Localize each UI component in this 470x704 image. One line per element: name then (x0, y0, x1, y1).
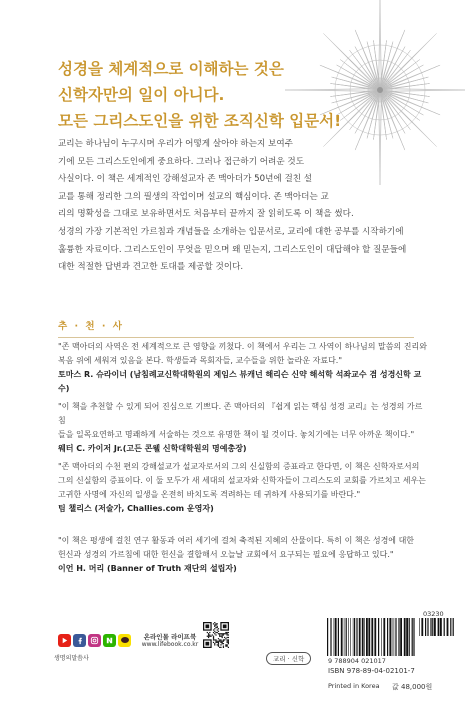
facebook-icon[interactable] (73, 634, 86, 647)
description-line: 훌륭한 자료이다. 그리스도인이 무엇을 믿으며 왜 믿는지, 그리스도인이 대답해야 할 질문들에 (58, 244, 407, 255)
description-line: 교리는 하나님이 누구시며 우리가 어떻게 살아야 하는지 보여주 (58, 139, 293, 149)
social-icons (58, 634, 131, 647)
review-line: 그의 신실함의 증표이다. 이 둘 모두가 새 세대의 설교자와 신학자들이 그리스도의 교회를 가르치고 세우는 (58, 476, 426, 485)
publisher-name: 생명의말씀사 (54, 655, 89, 662)
description-line: 사실이다. 이 책은 세계적인 강해설교자 존 맥아더가 50년에 걸친 설 (58, 174, 313, 185)
price: 값 48,000원 (392, 683, 433, 691)
description-line: 교를 통해 정리한 그의 필생의 작업이며 설교의 핵심이다. 존 맥아더는 교 (58, 191, 329, 202)
barcode-area (320, 608, 470, 704)
footer (0, 608, 470, 704)
review-line: 복음 위에 세워져 있음을 본다. 학생들과 목회자들, 교수들을 위한 놀라운 자료다." (58, 356, 343, 365)
review-line: 고귀한 사명에 자신의 일생을 온전히 바치도록 격려하는 데 귀하게 사용되기를 바란다." (58, 490, 361, 499)
naver-blog-icon[interactable] (103, 634, 116, 647)
kakao-talk-icon[interactable] (118, 634, 131, 647)
tagline-line-2: 신학자만의 일이 아니다. (58, 86, 225, 104)
review-source: 토마스 R. 슈라이너 (남침례교신학대학원의 제임스 뷰캐넌 해리슨 신약 해석학 석좌교수 겸 성경신학 교수) (58, 370, 422, 393)
instagram-icon[interactable] (88, 634, 101, 647)
review-line: 들을 일목요연하고 명쾌하게 서술하는 것으로 유명한 책이 될 것이다. 놓치기에는 너무 아까운 책이다." (58, 430, 415, 439)
price-code: 03230 (423, 610, 444, 618)
review-2 (58, 400, 428, 456)
category-badge: 교리 · 신학 (266, 652, 311, 665)
printed-in: Printed in Korea (328, 682, 380, 690)
mall-name: 온라인몰 라이프북 (143, 633, 197, 641)
description-line: 대한 적절한 답변과 견고한 토대를 제공할 것이다. (58, 262, 244, 273)
review-line: "이 책은 평생에 걸친 연구 활동과 여러 세기에 걸쳐 축적된 지혜의 산물이다. 특히 이 책은 성경에 대한 (58, 536, 415, 545)
review-source: 웨터 C. 카이저 Jr.(고든 콘웰 신학대학원의 명예총장) (58, 444, 247, 453)
tagline-line-1: 성경을 체계적으로 이해하는 것은 (58, 60, 284, 78)
tagline-line-3: 모든 그리스도인을 위한 조직신학 입문서! (58, 112, 342, 130)
description-line: 성경의 가장 기본적인 가르침과 개념들을 소개하는 입문서로, 교리에 대한 공부를 시작하기에 (58, 226, 404, 237)
description-line: 리의 명확성을 그대로 보유하면서도 처음부터 끝까지 잘 읽히도록 이 책을 썼다. (58, 209, 354, 220)
qr-code-icon (203, 622, 229, 648)
review-source: 팀 챌리스 (저술가, Challies.com 운영자) (58, 504, 214, 513)
review-4 (58, 534, 428, 576)
mall-url: www.lifebook.co.kr (141, 641, 199, 648)
review-line: "존 맥아더의 사역은 전 세계적으로 큰 영향을 끼쳤다. 이 책에서 우리는 그 사역이 하나님의 말씀의 진리와 (58, 342, 427, 351)
barcode-digits: 9 788904 021017 (328, 657, 386, 665)
review-line: 헌신과 성경의 가르침에 대한 헌신을 결합해서 오늘날 교회에서 요구되는 필요에 응답하고 있다." (58, 550, 394, 559)
online-mall[interactable] (140, 633, 200, 649)
book-description (58, 136, 448, 277)
add-on-barcode-icon (418, 618, 456, 636)
isbn: ISBN 978-89-04-02101-7 (328, 667, 415, 675)
section-divider (58, 337, 414, 338)
review-source: 이언 H. 머리 (Banner of Truth 재단의 설립자) (58, 564, 237, 573)
recommendations-heading: 추 · 천 · 사 (58, 321, 124, 332)
youtube-icon[interactable] (58, 634, 71, 647)
description-line: 기에 모든 그리스도인에게 중요하다. 그러나 접근하기 어려운 것도 (58, 156, 304, 167)
review-line: "이 책을 추천할 수 있게 되어 진심으로 기쁘다. 존 맥아더의 『쉽게 읽는 핵심 성경 교리』는 성경의 가르침 (58, 402, 423, 425)
tagline (58, 56, 388, 134)
review-line: "존 맥아더의 수천 편의 강해설교가 설교자로서의 그의 신실함의 증표라고 한다면, 이 책은 신학자로서의 (58, 462, 420, 471)
review-3 (58, 460, 428, 516)
review-1 (58, 340, 428, 396)
barcode-icon (326, 618, 416, 656)
